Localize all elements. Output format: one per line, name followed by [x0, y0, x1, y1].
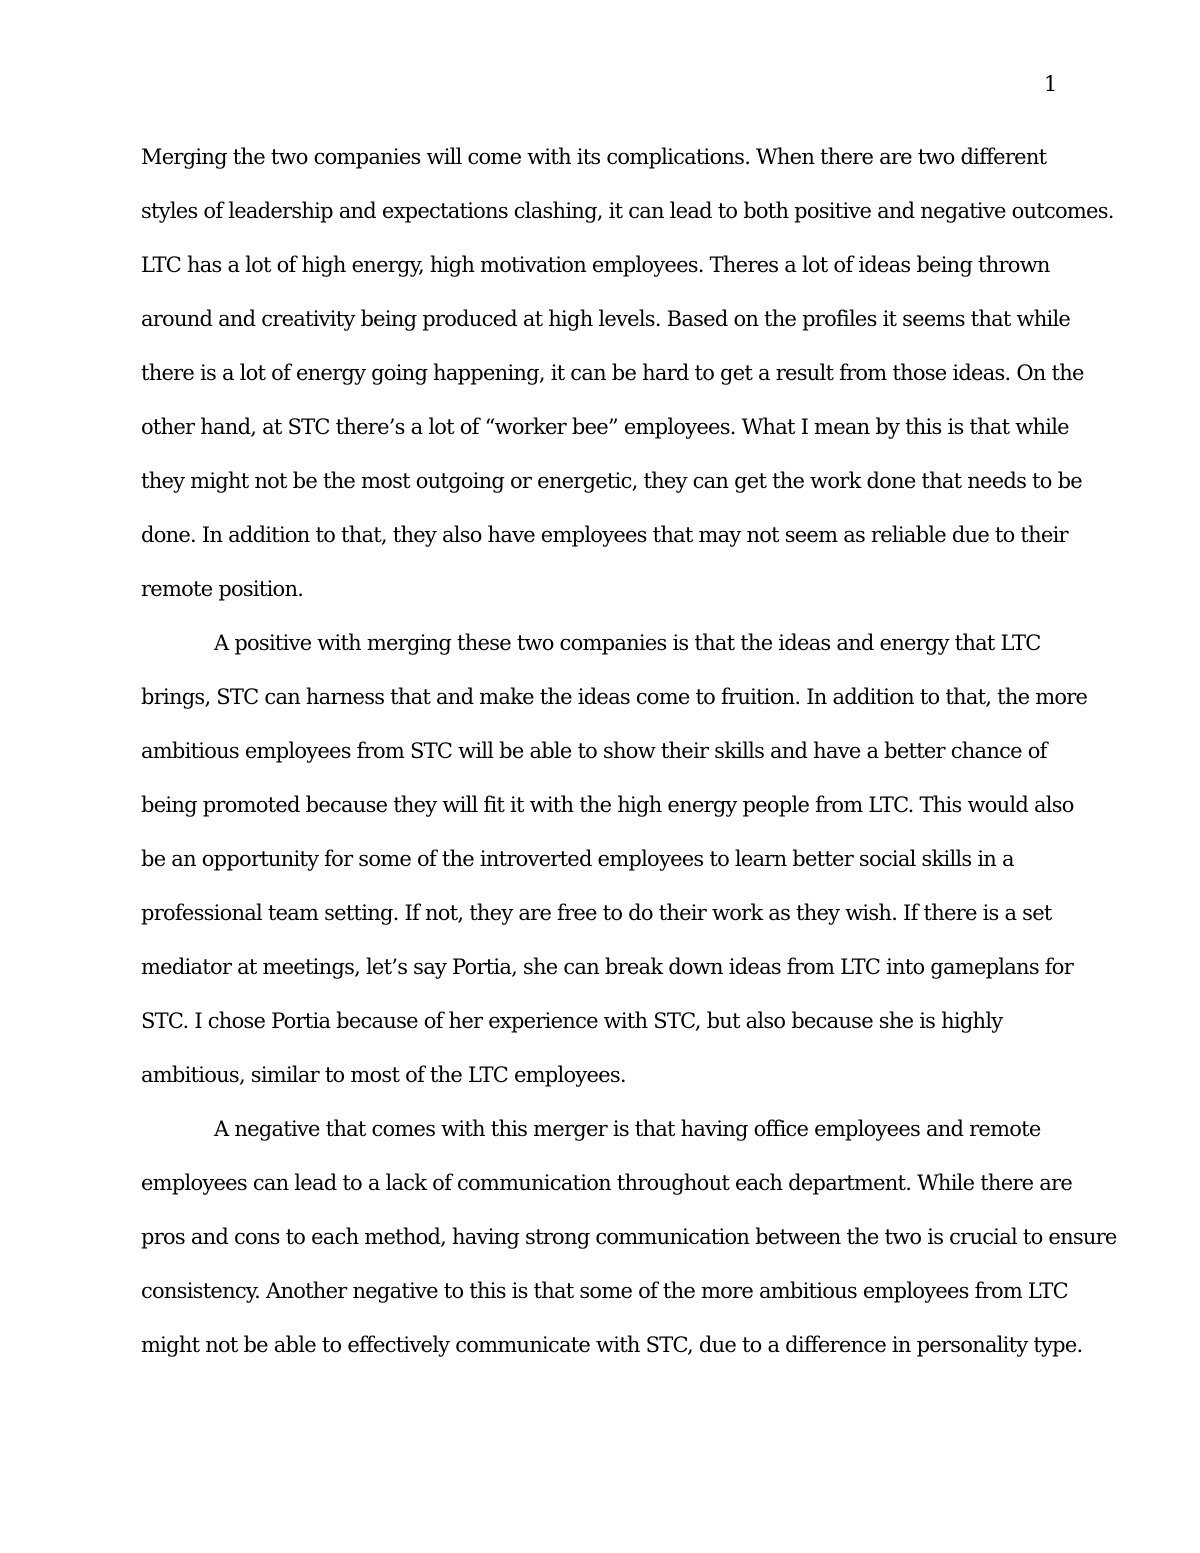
text-line: LTC has a lot of high energy, high motivation employees. Theres a lot of ideas being thrown: [141, 253, 1050, 277]
text-line: around and creativity being produced at high levels. Based on the profiles it seems that while: [141, 307, 1071, 331]
page-number: 1: [1043, 72, 1057, 96]
text-line: being promoted because they will fit it with the high energy people from LTC. This would also: [141, 793, 1074, 817]
text-line: mediator at meetings, let’s say Portia, she can break down ideas from LTC into gameplans for: [141, 955, 1073, 979]
text-line: remote position.: [141, 577, 304, 601]
text-line: done. In addition to that, they also have employees that may not seem as reliable due to their: [141, 523, 1068, 547]
paragraph-1: [141, 130, 1114, 616]
text-line: ambitious, similar to most of the LTC employees.: [141, 1063, 626, 1087]
text-line: might not be able to effectively communicate with STC, due to a difference in personality type.: [141, 1333, 1083, 1357]
text-line: brings, STC can harness that and make the ideas come to fruition. In addition to that, the more: [141, 685, 1088, 709]
text-line: professional team setting. If not, they are free to do their work as they wish. If there is a set: [141, 901, 1052, 925]
text-line: be an opportunity for some of the introverted employees to learn better social skills in a: [141, 847, 1014, 871]
text-line: there is a lot of energy going happening, it can be hard to get a result from those ideas. On the: [141, 361, 1084, 385]
text-line: employees can lead to a lack of communication throughout each department. While there are: [141, 1171, 1073, 1195]
text-line: consistency. Another negative to this is that some of the more ambitious employees from LTC: [141, 1279, 1068, 1303]
document-body: [141, 130, 1117, 1372]
text-line: styles of leadership and expectations clashing, it can lead to both positive and negative outcomes.: [141, 199, 1114, 223]
text-line: other hand, at STC there’s a lot of “worker bee” employees. What I mean by this is that while: [141, 415, 1069, 439]
text-line: Merging the two companies will come with its complications. When there are two different: [141, 145, 1047, 169]
text-line: pros and cons to each method, having strong communication between the two is crucial to ensure: [141, 1225, 1117, 1249]
paragraph-3: [141, 1102, 1117, 1372]
text-line: STC. I chose Portia because of her experience with STC, but also because she is highly: [141, 1009, 1003, 1033]
text-line: ambitious employees from STC will be able to show their skills and have a better chance of: [141, 739, 1047, 763]
paragraph-2: [141, 616, 1088, 1102]
text-line: A negative that comes with this merger is that having office employees and remote: [214, 1117, 1041, 1141]
text-line: they might not be the most outgoing or energetic, they can get the work done that needs to be: [141, 469, 1082, 493]
text-line: A positive with merging these two companies is that the ideas and energy that LTC: [214, 631, 1041, 655]
